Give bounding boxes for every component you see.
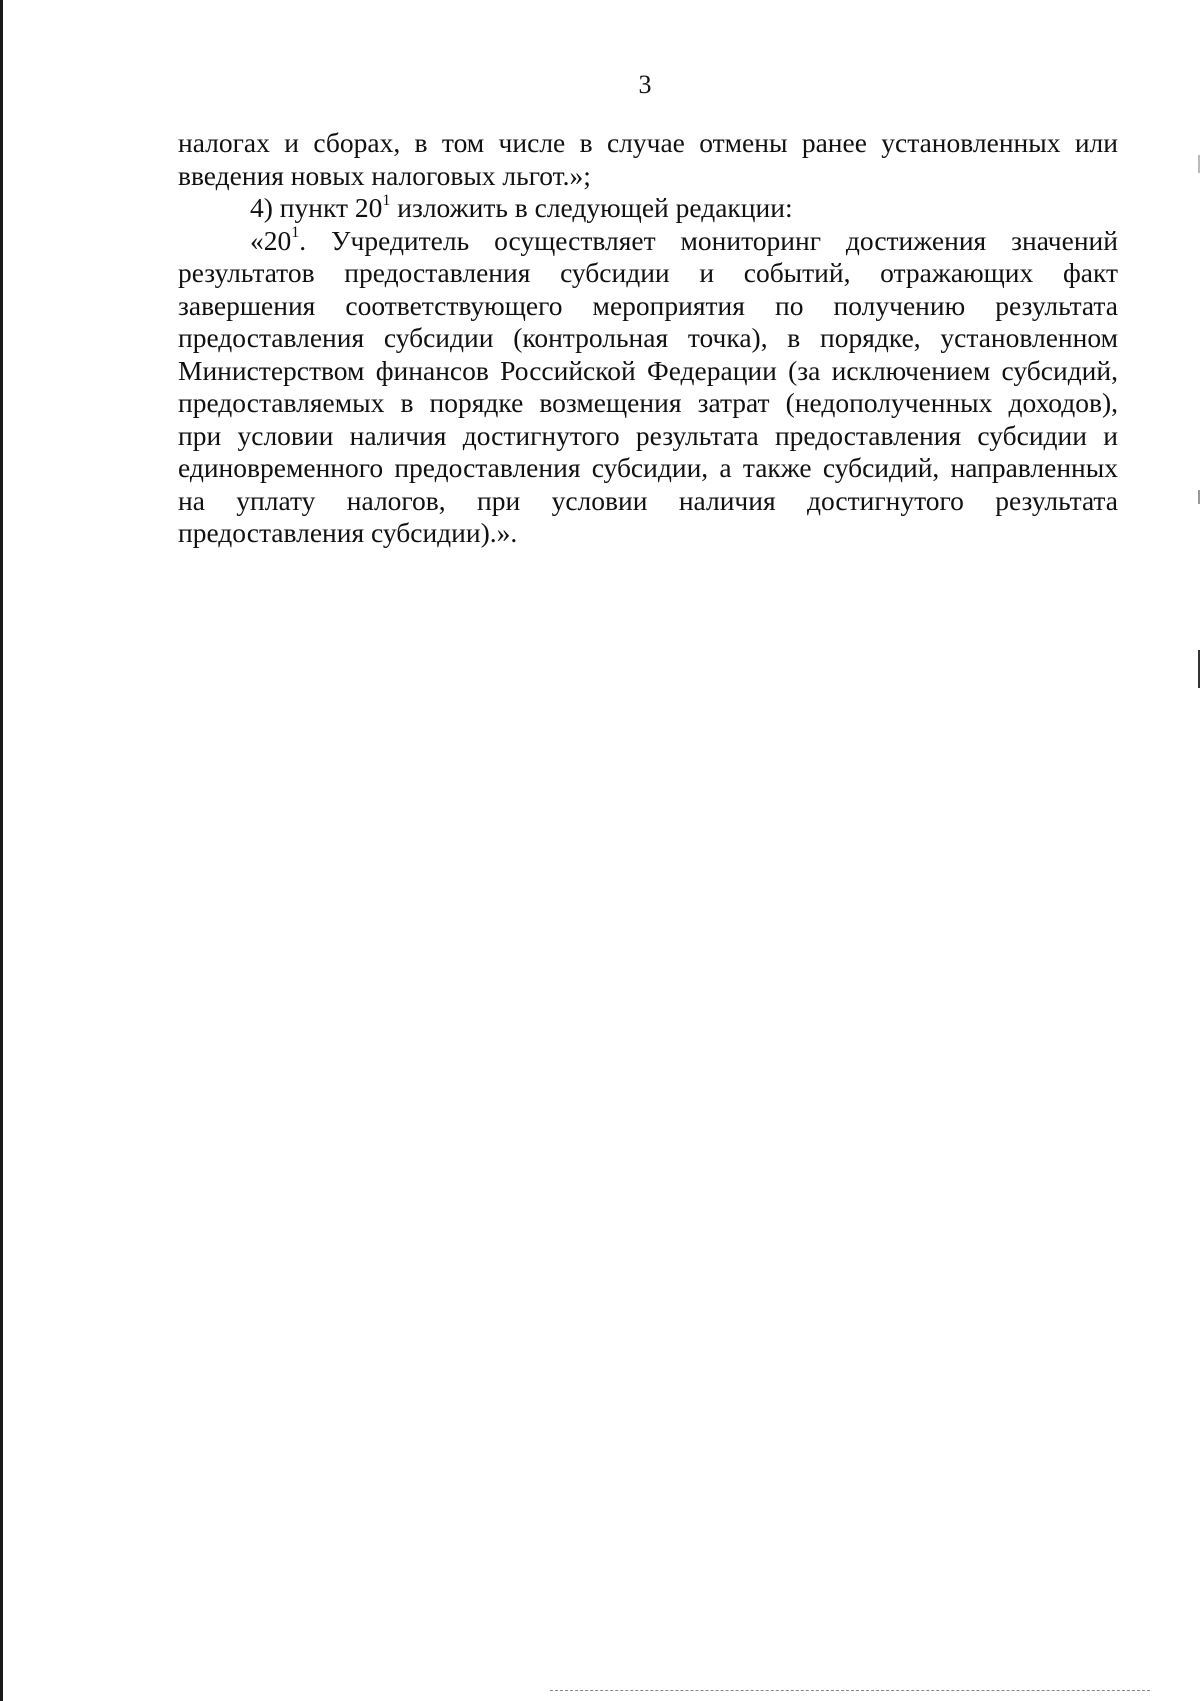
- superscript: 1: [291, 224, 300, 242]
- text-line: завершения соответствующего мероприятия по получению результата: [178, 289, 1118, 321]
- page-number: 3: [638, 70, 652, 99]
- text-line: Министерством финансов Российской Федерации (за исключением субсидий,: [178, 354, 1118, 386]
- text-fragment: . Учредитель осуществляет мониторинг достижения значений: [299, 224, 1118, 256]
- text-line: результатов предоставления субсидии и событий, отражающих факт: [178, 257, 1118, 288]
- text-fragment: 4) пункт 20: [250, 192, 383, 223]
- text-line-paragraph-start: [178, 225, 1118, 258]
- text-line: предоставления субсидии (контрольная точка), в порядке, установленном: [178, 322, 1118, 353]
- text-fragment: «20: [250, 224, 292, 256]
- text-line: налогах и сборах, в том числе в случае отмены ранее установленных или: [178, 127, 1118, 158]
- text-line: введения новых налоговых льгот.»;: [178, 159, 591, 191]
- document-body: [178, 127, 1118, 550]
- text-line-item-4: [178, 192, 1118, 225]
- superscript: 1: [382, 192, 391, 209]
- text-line: предоставляемых в порядке возмещения затрат (недополученных доходов),: [178, 387, 1118, 418]
- text-line: при условии наличия достигнутого результата предоставления субсидии и: [178, 419, 1118, 451]
- text-fragment: изложить в следующей редакции:: [390, 192, 793, 223]
- scan-left-edge: [0, 0, 3, 1701]
- text-line: единовременного предоставления субсидии, а также субсидий, направленных: [178, 452, 1118, 483]
- text-line: на уплату налогов, при условии наличия достигнутого результата: [178, 484, 1118, 516]
- scan-bottom-marks: [550, 1690, 1150, 1693]
- text-line: предоставления субсидии).».: [178, 517, 518, 548]
